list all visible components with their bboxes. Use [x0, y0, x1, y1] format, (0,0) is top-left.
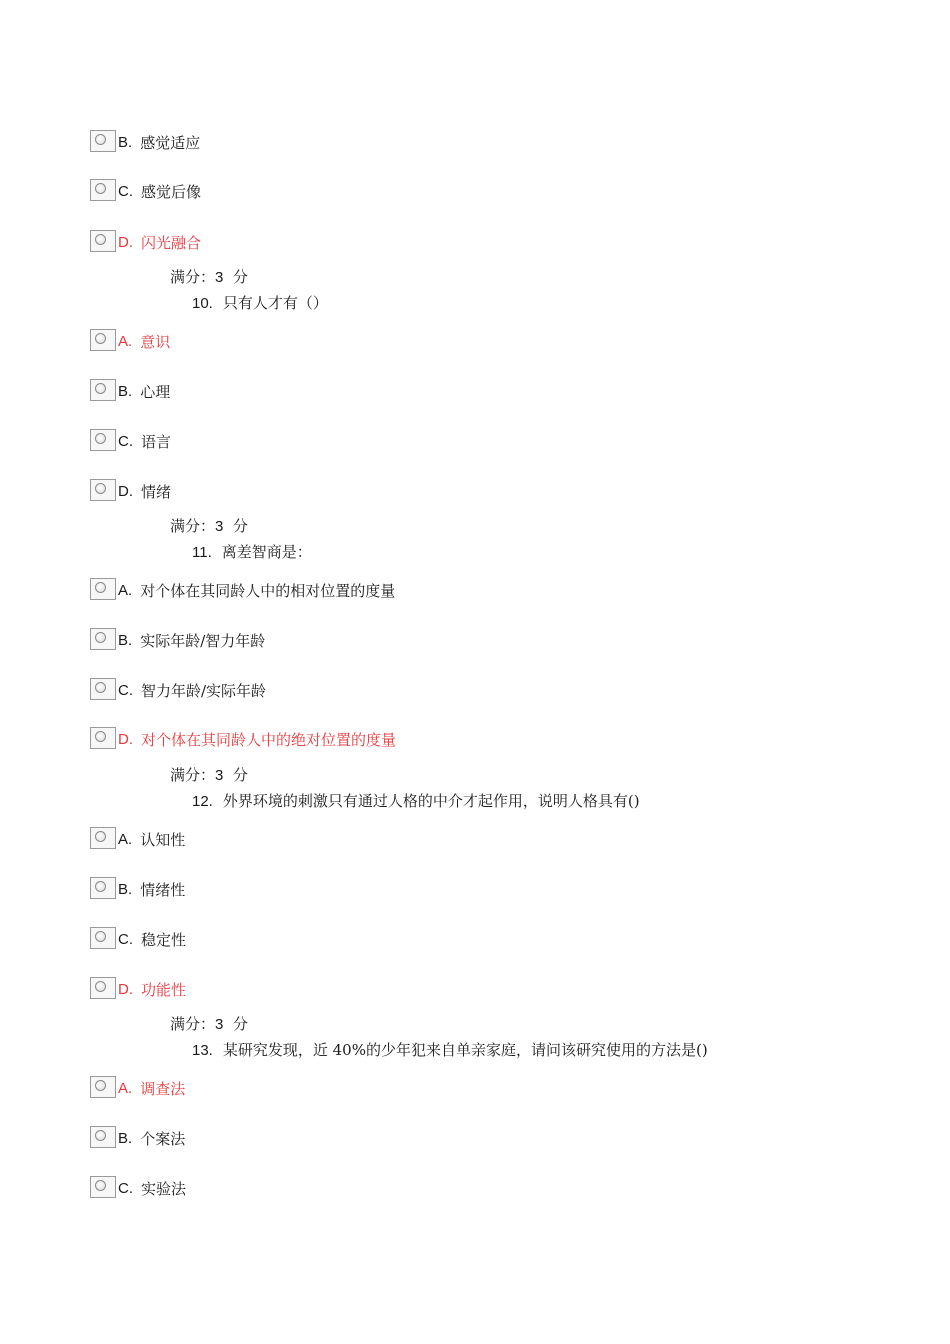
option-text: 感觉适应	[140, 134, 201, 152]
score-unit: 分	[232, 1015, 248, 1033]
option-row[interactable]	[90, 425, 171, 451]
radio-button[interactable]	[90, 1176, 116, 1198]
score-line	[170, 517, 248, 536]
option-letter: C.	[118, 183, 133, 200]
radio-button[interactable]	[90, 379, 116, 401]
option-text: 对个体在其同龄人中的相对位置的度量	[140, 582, 396, 600]
score-line	[170, 268, 248, 287]
option-row-correct[interactable]	[90, 723, 396, 749]
radio-button[interactable]	[90, 130, 116, 152]
option-text: 智力年龄/实际年龄	[141, 682, 267, 700]
score-label: 满分：	[170, 268, 216, 286]
option-text: 功能性	[141, 981, 187, 999]
score-line	[170, 766, 248, 785]
option-letter: C.	[118, 1180, 133, 1197]
option-text: 情绪	[141, 483, 172, 501]
score-label: 满分：	[170, 1015, 216, 1033]
radio-button[interactable]	[90, 927, 116, 949]
radio-button[interactable]	[90, 1076, 116, 1098]
radio-button[interactable]	[90, 1126, 116, 1148]
question-text: 某研究发现，近 40%的少年犯来自单亲家庭，请问该研究使用的方法是()	[222, 1041, 708, 1059]
option-letter: A.	[118, 333, 133, 350]
option-letter: A.	[118, 831, 133, 848]
option-letter: B.	[118, 632, 133, 649]
option-letter: B.	[118, 1130, 133, 1147]
question-number: 11.	[192, 544, 212, 561]
question-title	[192, 543, 312, 562]
option-text: 感觉后像	[141, 183, 202, 201]
option-text: 认知性	[140, 831, 186, 849]
score-unit: 分	[232, 766, 248, 784]
option-letter: D.	[118, 731, 133, 748]
option-text: 闪光融合	[141, 234, 202, 252]
radio-button[interactable]	[90, 329, 116, 351]
score-label: 满分：	[170, 766, 216, 784]
option-row[interactable]	[90, 1122, 185, 1148]
option-row[interactable]	[90, 1172, 186, 1198]
option-row[interactable]	[90, 475, 171, 501]
option-letter: B.	[118, 881, 133, 898]
score-value: 3	[215, 1016, 224, 1033]
option-row-correct[interactable]	[90, 973, 186, 999]
option-row[interactable]	[90, 624, 265, 650]
question-number: 13.	[192, 1042, 213, 1059]
question-title	[192, 294, 328, 313]
option-text: 个案法	[140, 1130, 186, 1148]
option-text: 实验法	[141, 1180, 187, 1198]
radio-button[interactable]	[90, 230, 116, 252]
radio-button[interactable]	[90, 578, 116, 600]
option-letter: C.	[118, 433, 133, 450]
score-line	[170, 1015, 248, 1034]
option-row-correct[interactable]	[90, 325, 170, 351]
option-row[interactable]	[90, 923, 186, 949]
option-letter: B.	[118, 383, 133, 400]
option-text: 语言	[141, 433, 172, 451]
radio-button[interactable]	[90, 727, 116, 749]
option-text: 实际年龄/智力年龄	[140, 632, 266, 650]
question-text: 只有人才有（）	[222, 294, 328, 312]
option-letter: B.	[118, 134, 133, 151]
radio-button[interactable]	[90, 877, 116, 899]
option-letter: A.	[118, 582, 133, 599]
radio-button[interactable]	[90, 179, 116, 201]
option-row[interactable]	[90, 574, 395, 600]
radio-button[interactable]	[90, 827, 116, 849]
score-value: 3	[215, 518, 224, 535]
option-letter: D.	[118, 981, 133, 998]
option-row[interactable]	[90, 674, 266, 700]
option-letter: D.	[118, 234, 133, 251]
score-value: 3	[215, 767, 224, 784]
score-unit: 分	[232, 517, 248, 535]
option-letter: C.	[118, 931, 133, 948]
option-row[interactable]	[90, 823, 185, 849]
score-label: 满分：	[170, 517, 216, 535]
option-text: 调查法	[140, 1080, 186, 1098]
option-letter: D.	[118, 483, 133, 500]
option-row[interactable]	[90, 873, 185, 899]
option-row-correct[interactable]	[90, 226, 201, 252]
question-title	[192, 792, 640, 811]
radio-button[interactable]	[90, 479, 116, 501]
option-row-correct[interactable]	[90, 1072, 185, 1098]
question-number: 10.	[192, 295, 213, 312]
option-row[interactable]	[90, 126, 200, 152]
option-text: 意识	[140, 333, 171, 351]
option-letter: C.	[118, 682, 133, 699]
question-number: 12.	[192, 793, 213, 810]
option-text: 稳定性	[141, 931, 187, 949]
question-title	[192, 1041, 708, 1060]
question-text: 外界环境的刺激只有通过人格的中介才起作用，说明人格具有()	[222, 792, 640, 810]
option-text: 情绪性	[140, 881, 186, 899]
question-text: 离差智商是：	[221, 543, 312, 561]
radio-button[interactable]	[90, 429, 116, 451]
score-value: 3	[215, 269, 224, 286]
option-text: 对个体在其同龄人中的绝对位置的度量	[141, 731, 397, 749]
option-row[interactable]	[90, 175, 201, 201]
option-letter: A.	[118, 1080, 133, 1097]
score-unit: 分	[232, 268, 248, 286]
radio-button[interactable]	[90, 628, 116, 650]
option-row[interactable]	[90, 375, 170, 401]
option-text: 心理	[140, 383, 171, 401]
radio-button[interactable]	[90, 977, 116, 999]
radio-button[interactable]	[90, 678, 116, 700]
